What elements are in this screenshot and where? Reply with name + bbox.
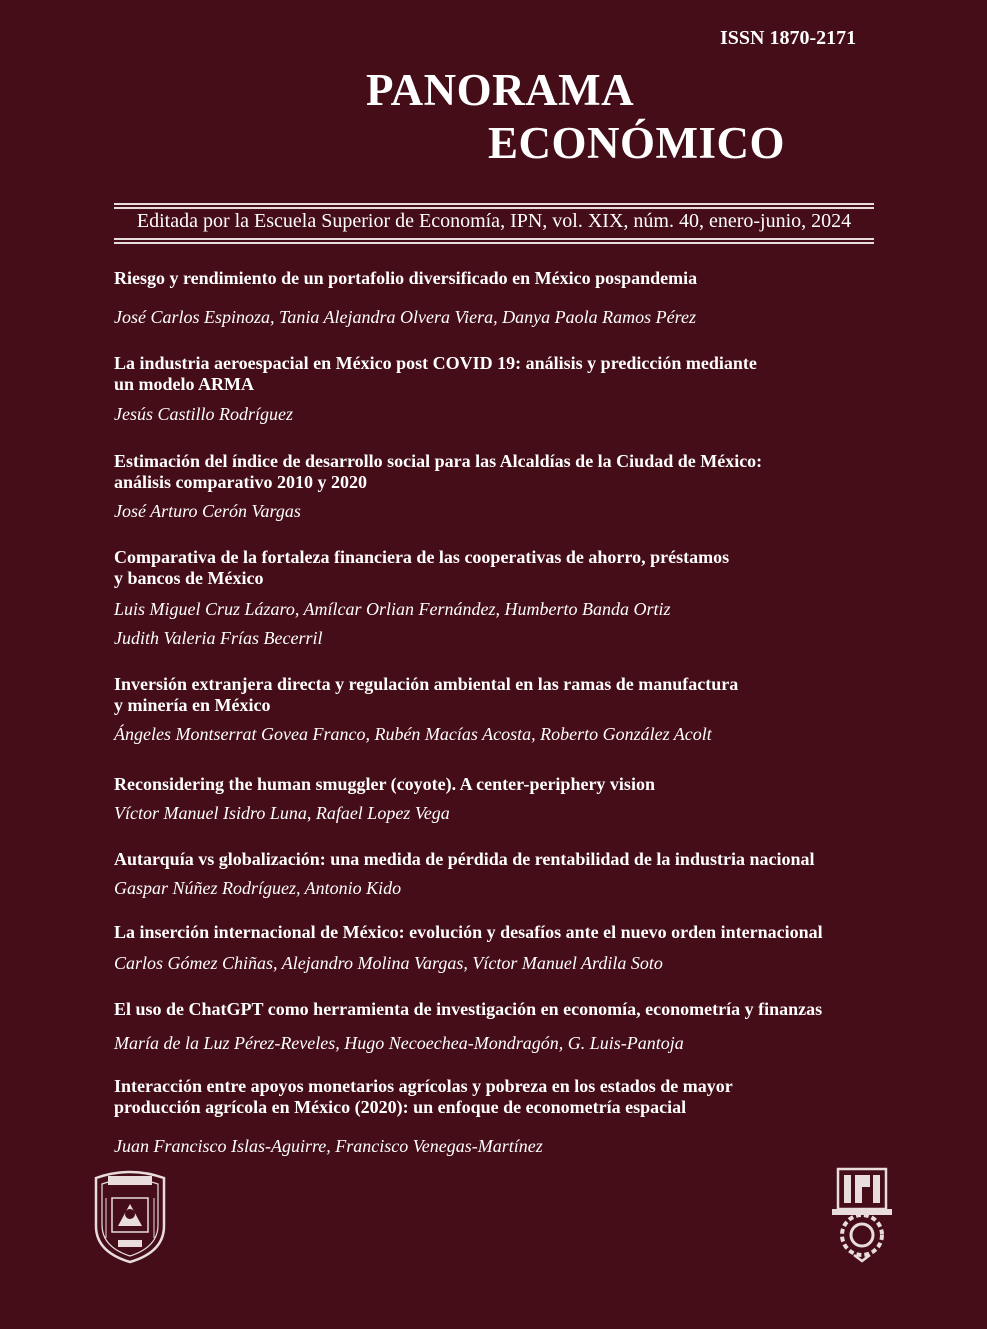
article-authors: Gaspar Núñez Rodríguez, Antonio Kido [114,878,402,898]
article-authors: Luis Miguel Cruz Lázaro, Amílcar Orlian Fernández, Humberto Banda Ortiz [114,599,671,619]
rule-bottom-1 [114,238,874,240]
article-authors: Juan Francisco Islas-Aguirre, Francisco Venegas-Martínez [114,1136,543,1156]
article-title: Estimación del índice de desarrollo social para las Alcaldías de la Ciudad de México: [114,451,763,471]
article-title: y minería en México [114,695,271,715]
article-title: análisis comparativo 2010 y 2020 [114,472,368,492]
article-title: Reconsidering the human smuggler (coyote). A center-periphery vision [114,774,655,794]
article-authors: María de la Luz Pérez-Reveles, Hugo Necoechea-Mondragón, G. Luis-Pantoja [114,1033,684,1053]
article-authors: Judith Valeria Frías Becerril [114,628,323,648]
article-authors: Carlos Gómez Chiñas, Alejandro Molina Vargas, Víctor Manuel Ardila Soto [114,953,663,973]
journal-title-line1: PANORAMA [366,65,635,115]
article-authors: Jesús Castillo Rodríguez [114,404,293,424]
rule-top-2 [114,207,874,209]
article-title: producción agrícola en México (2020): un enfoque de econometría espacial [114,1097,687,1117]
article-title: Interacción entre apoyos monetarios agrícolas y pobreza en los estados de mayor [114,1076,733,1096]
article-title: Comparativa de la fortaleza financiera de las cooperativas de ahorro, préstamos [114,547,730,567]
article-title: El uso de ChatGPT como herramienta de investigación en economía, econometría y finanzas [114,999,823,1019]
article-title: La inserción internacional de México: evolución y desafíos ante el nuevo orden internacional [114,922,823,942]
edition-info: Editada por la Escuela Superior de Economía, IPN, vol. XIX, núm. 40, enero-junio, 2024 [136,210,852,232]
article-title: un modelo ARMA [114,374,255,394]
article-authors: José Arturo Cerón Vargas [114,501,301,521]
article-authors: Ángeles Montserrat Govea Franco, Rubén Macías Acosta, Roberto González Acolt [114,724,712,744]
journal-title-line2: ECONÓMICO [488,118,785,168]
rule-bottom-2 [114,242,874,244]
rule-top-1 [114,203,874,205]
article-title: y bancos de México [114,568,264,588]
article-title: Autarquía vs globalización: una medida de pérdida de rentabilidad de la industria nacional [114,849,815,869]
issn: ISSN 1870-2171 [720,27,857,49]
article-title: La industria aeroespacial en México post COVID 19: análisis y predicción mediante [114,353,757,373]
ese-crest-logo [90,1168,170,1264]
ipn-logo [828,1165,896,1263]
article-title: Riesgo y rendimiento de un portafolio diversificado en México pospandemia [114,268,698,288]
article-title: Inversión extranjera directa y regulación ambiental en las ramas de manufactura [114,674,739,694]
article-authors: Víctor Manuel Isidro Luna, Rafael Lopez Vega [114,803,450,823]
article-authors: José Carlos Espinoza, Tania Alejandra Olvera Viera, Danya Paola Ramos Pérez [114,307,696,327]
